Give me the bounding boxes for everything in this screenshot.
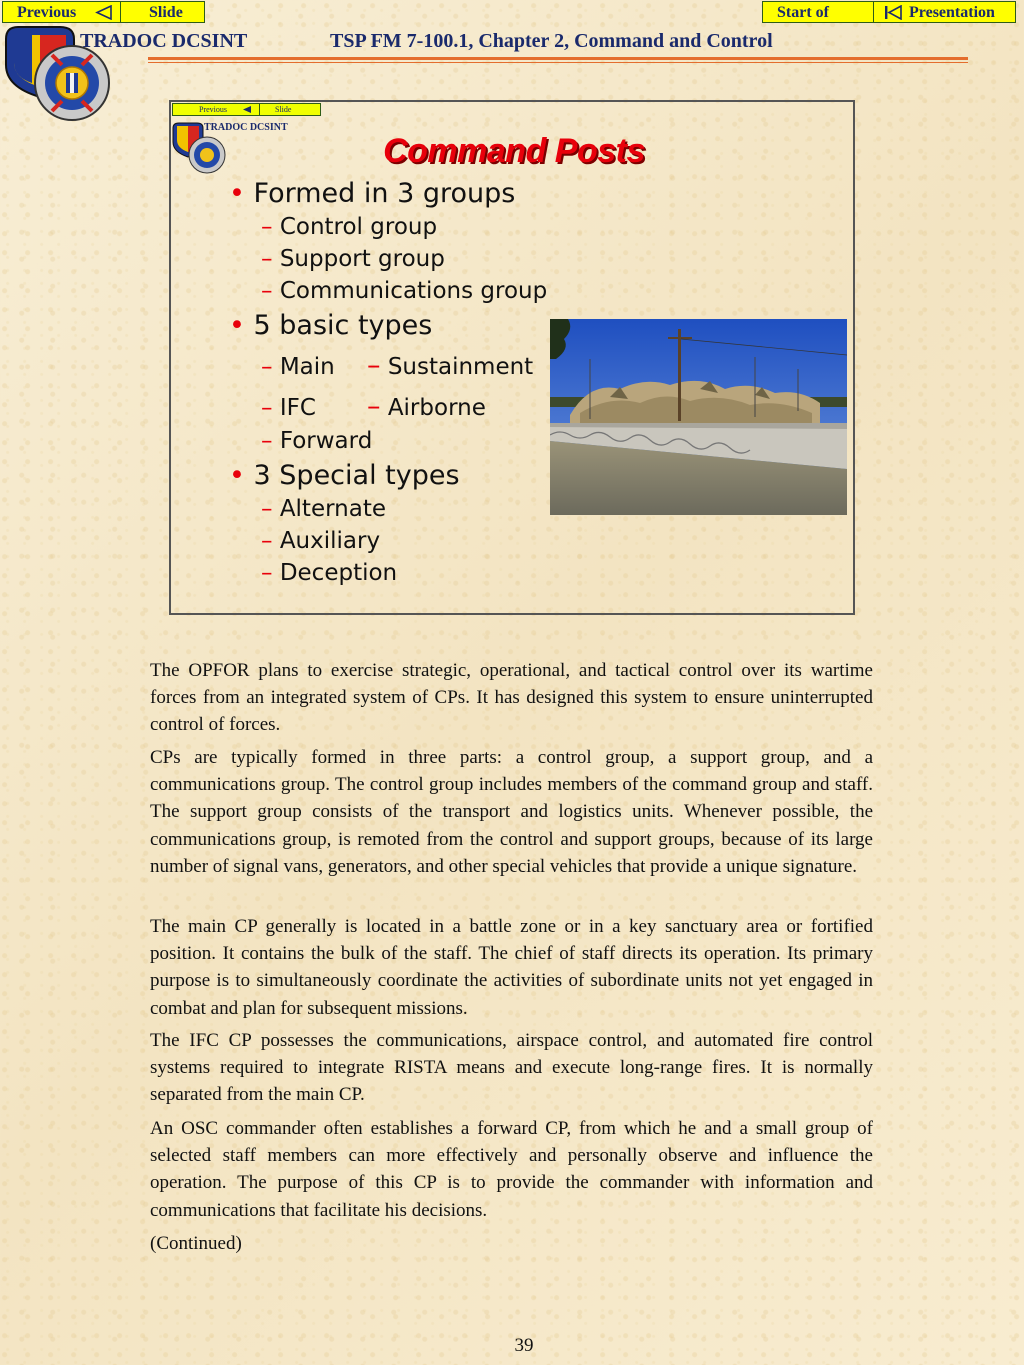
mini-nav-divider — [259, 104, 260, 115]
presentation-link[interactable]: Presentation — [909, 4, 995, 21]
paragraph-opfor-plans: The OPFOR plans to exercise strategic, operational, and tactical control over its wartime forces from an integrated system of CPs. It has designed this system to ensure uninterrupted control of forces. — [150, 660, 873, 736]
dash-icon: – — [261, 214, 273, 240]
dash-icon: – — [261, 395, 273, 421]
paragraph-main-cp: The main CP generally is located in a battle zone or in a key sanctuary area or fortified position. It contains the bulk of the staff. The chief of staff directs its operation. Its primary purpose is to simultaneously coordinate the activities of subordinate units not yet engaged in combat and plan for subsequent missions. — [150, 916, 873, 1019]
sub-item — [367, 350, 533, 381]
dash-icon: – — [261, 560, 273, 586]
command-post-photo — [550, 319, 847, 515]
top-nav-right — [762, 1, 1016, 23]
paragraph-ifc-cp: The IFC CP possesses the communications, airspace control, and automated fire control systems required to integrate RISTA means and execute long-range fires. It is normally separated from the main CP. — [150, 1030, 873, 1106]
dash-icon: – — [261, 246, 273, 272]
bullet-special-types — [229, 460, 460, 491]
sub-item — [261, 428, 372, 454]
slide-mini-nav — [172, 103, 321, 116]
sub-item-text: Alternate — [279, 496, 386, 522]
slide-label[interactable]: Slide — [149, 4, 183, 21]
sub-item — [261, 246, 445, 272]
mini-slide-label: Slide — [275, 105, 292, 114]
bullet-icon: • — [229, 310, 245, 341]
slide-title: Command Posts — [383, 132, 645, 170]
dash-icon: – — [261, 428, 273, 454]
sub-item — [367, 391, 486, 422]
sub-item-text: Control group — [279, 214, 438, 240]
sub-item-text: Sustainment — [387, 354, 534, 380]
sub-item-text: Main — [279, 354, 335, 380]
sub-item — [261, 496, 386, 522]
bullet-icon: • — [229, 178, 245, 209]
bullet-text: Formed in 3 groups — [253, 178, 516, 209]
sub-item — [261, 395, 316, 421]
sub-item-text: Airborne — [387, 395, 486, 421]
dash-icon: – — [261, 278, 273, 304]
bullet-text: 5 basic types — [253, 310, 433, 341]
dash-icon: – — [261, 354, 273, 380]
sub-item — [261, 560, 397, 586]
top-nav-left — [2, 1, 205, 23]
dash-icon: – — [367, 391, 381, 422]
mini-previous-label: Previous — [199, 105, 227, 114]
header-document-title: TSP FM 7-100.1, Chapter 2, Command and Control — [330, 30, 773, 52]
sub-item-text: Support group — [279, 246, 445, 272]
previous-slide-link[interactable]: Previous — [17, 4, 77, 21]
sub-item — [261, 354, 335, 380]
start-of-label[interactable]: Start of — [777, 4, 829, 21]
sub-item-text: Forward — [279, 428, 373, 454]
dash-icon: – — [261, 496, 273, 522]
paragraph-cp-parts: CPs are typically formed in three parts: a control group, a support group, and a communications group. The control group includes members of the command group and staff. The support group consists of the transport and logistics units. Whenever possible, the communications group, is remoted from the control and support groups, because of its large number of signal vans, generators, and other special vehicles that provide a unique signature. — [150, 747, 873, 877]
bullet-formed-groups — [229, 178, 515, 209]
sub-item-text: IFC — [279, 395, 316, 421]
nav-divider — [120, 2, 121, 22]
first-slide-icon[interactable] — [884, 5, 902, 20]
sub-item-text: Auxiliary — [279, 528, 381, 554]
sub-item — [261, 278, 547, 304]
bullet-basic-types — [229, 310, 432, 341]
header-rule — [148, 57, 968, 60]
dash-icon: – — [367, 350, 381, 381]
header-rule-thin — [148, 62, 968, 63]
slide-thumbnail — [169, 100, 855, 615]
bullet-icon: • — [229, 460, 245, 491]
dash-icon: – — [261, 528, 273, 554]
page-number: 39 — [514, 1335, 534, 1356]
sub-item — [261, 528, 380, 554]
slide-org-label: TRADOC DCSINT — [204, 122, 288, 133]
paragraph-forward-cp: An OSC commander often establishes a forward CP, from which he and a small group of selected staff members can more effectively and personally observe and influence the operation. The purpose of this CP is to provide the commander with information and communications that facilitate his decisions. — [150, 1118, 873, 1221]
nav-divider — [873, 2, 874, 22]
previous-arrow-icon[interactable] — [95, 5, 112, 20]
mini-previous-arrow-icon — [243, 106, 251, 113]
header-org: TRADOC DCSINT — [80, 30, 248, 52]
sub-item — [261, 214, 437, 240]
sub-item-text: Communications group — [279, 278, 548, 304]
seal-icon — [35, 46, 109, 120]
paragraph-continued: (Continued) — [150, 1233, 242, 1254]
sub-item-text: Deception — [279, 560, 398, 586]
bullet-text: 3 Special types — [253, 460, 460, 491]
